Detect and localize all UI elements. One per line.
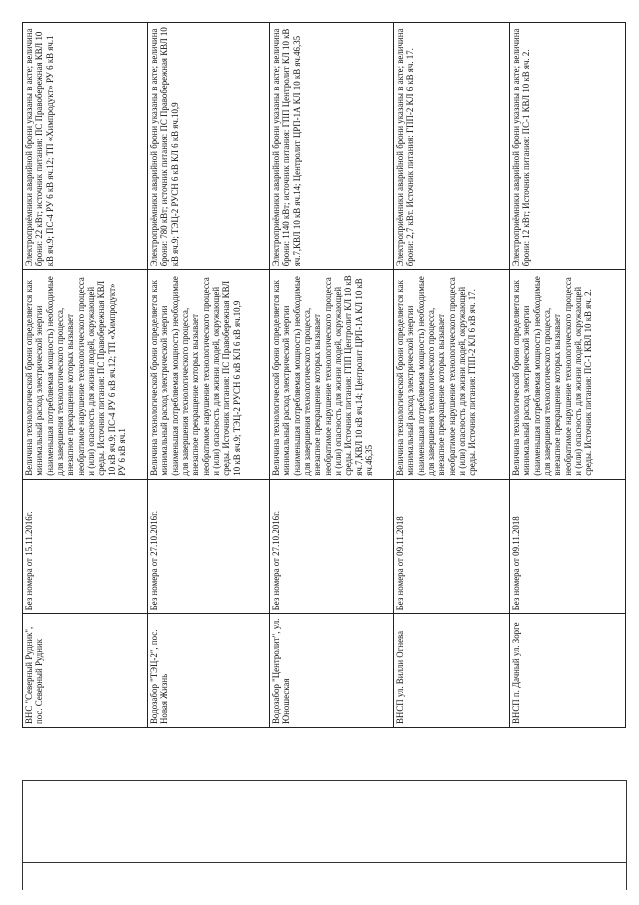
emergency-reserve-table [22, 22, 626, 728]
table-row [147, 23, 269, 727]
reserve-description-cell: Величина технологической брони определяется как минимальный расход электрической энергии (наименьшая потребляемая мощность) необходимые для завершения технологического процесса, внезапное прекращение которых вызывает необратимое нарушение технологического процесса и (или) опасность для жизни людей, окружающей среды. Источник питания: ПС Правобережная КВЛ 10 кВ яч.9; ПС-4 РУ 6 кВ яч.12; ТП «Химпродукт» РУ 6 кВ яч.1 [23, 270, 147, 479]
object-cell: ВНСП п. Дачный ул. Зорге [511, 622, 521, 724]
reserve-description-cell: Величина технологической брони определяется как минимальный расход электрической энергии (наименьшая потребляемая мощность) необходимые для завершения технологического процесса, внезапное прекращение которых вызывает необратимое нарушение технологического процесса и (или) опасность для жизни людей, окружающей среды. Источник питания: ГПП-2 КЛ 6 кВ яч. 17. [394, 270, 509, 479]
document-cell: Без номера от 27.10.2016г. [270, 480, 393, 615]
table-row [393, 23, 509, 727]
table-row [509, 23, 625, 727]
ruled-line [22, 780, 23, 890]
ruled-line [626, 780, 627, 890]
reserve-info-cell: Электроприёмники аварийной брони указаны в акте; величина брони: 1140 кВт; источник питания: ГПП Центролит КЛ 10 кВ яч.7,КВЛ 10 кВ яч.14; Центролит ЦРП-1А КЛ 10 кВ яч.46,35 [270, 23, 393, 270]
reserve-description-cell: Величина технологической брони определяется как минимальный расход электрической энергии (наименьшая потребляемая мощность) необходимые для завершения технологического процесса, внезапное прекращение которых вызывает необратимое нарушение технологического процесса и (или) опасность для жизни людей, окружающей среды. Источник питания: ГПП Центролит КЛ 10 кВ яч.7,КВЛ 10 кВ яч.14; Центролит ЦРП-1А КЛ 10 кВ яч.46,35 [270, 270, 393, 479]
reserve-description-cell: Величина технологической брони определяется как минимальный расход электрической энергии (наименьшая потребляемая мощность) необходимые для завершения технологического процесса, внезапное прекращение которых вызывает необратимое нарушение технологического процесса и (или) опасность для жизни людей, окружающей среды. Источник питания: ПС Правобережная КВЛ 10 кВ яч.9; ТЭЦ-2 РУСН 6 кВ КЛ 6 кВ яч.10,9 [148, 270, 269, 479]
ruled-line [22, 862, 626, 863]
reserve-info-cell: Электроприёмники аварийной брони указаны в акте; величина брони: 2,7 кВт. Источник питания: ГПП-2 КЛ 6 кВ яч. 17. [394, 23, 509, 270]
object-cell: Водозабор "Центролит", ул. Юношеская [271, 618, 292, 724]
reserve-info-cell: Электроприёмники аварийной брони указаны в акте; величина брони: 22 кВт; источник питания: ПС Правобережная КВЛ 10 кВ яч.9; ПС-4 РУ 6 кВ яч.12; ТП «Химпродукт» РУ 6 кВ яч.1 [23, 23, 147, 270]
reserve-info-cell: Электроприёмники аварийной брони указаны в акте; величина брони: 12 кВт; Источник питания: ПС-1 КВЛ 10 кВ яч. 2. [510, 23, 625, 270]
reserve-info-cell: Электроприёмники аварийной брони указаны в акте; величина брони: 780 кВт; источник питания: ПС Правобережная КВЛ 10 кВ яч.9; ТЭЦ-2 РУСН 6 кВ КЛ 6 кВ яч.10,9 [148, 23, 269, 270]
object-cell: ВНСП ул. Вилли Огнева [395, 630, 405, 724]
object-cell: ВНС "Северный Рудник", пос. Северный Рудник [24, 626, 45, 724]
document-cell: Без номера от 09.11.2018 [510, 480, 625, 615]
document-cell: Без номера от 09.11.2018 [394, 480, 509, 615]
object-cell: Водозабор "ТЭЦ-2", пос. Новая Жизнь [149, 629, 170, 724]
document-cell: Без номера от 15.11.2016г. [23, 480, 147, 615]
reserve-description-cell: Величина технологической брони определяется как минимальный расход электрической энергии (наименьшая потребляемая мощность) необходимые для завершения технологического процесса, внезапное прекращение которых вызывает необратимое нарушение технологического процесса и (или) опасность для жизни людей, окружающей среды. Источник питания: ПС-1 КВЛ 10 кВ яч. 2. [510, 270, 625, 479]
ruled-line [22, 780, 626, 781]
table-row [23, 23, 147, 727]
document-cell: Без номера от 27.10.2016г. [148, 480, 269, 615]
table-row [269, 23, 393, 727]
